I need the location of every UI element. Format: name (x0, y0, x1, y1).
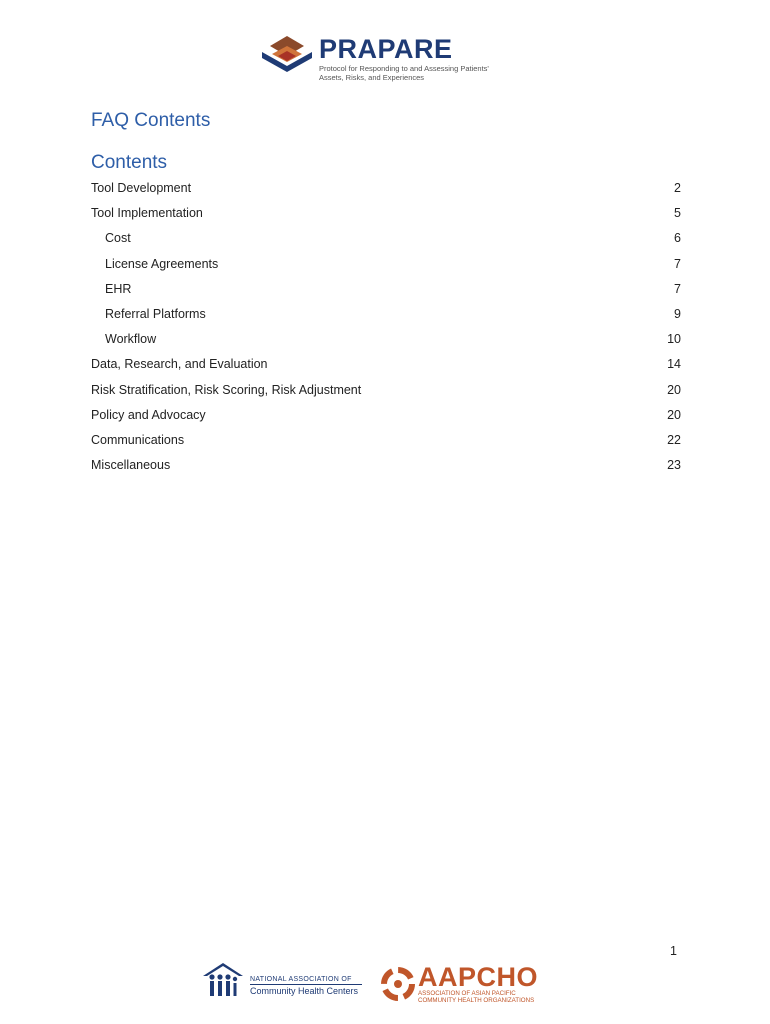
toc-page: 7 (674, 256, 681, 271)
toc-page: 5 (674, 206, 681, 221)
toc-page: 20 (667, 407, 681, 422)
toc-page: 9 (674, 306, 681, 321)
toc-entry[interactable] (91, 455, 681, 480)
aapcho-emblem-icon (380, 964, 416, 1002)
logo-tagline: Protocol for Responding to and Assessing Patients' Assets, Risks, and Experiences (319, 64, 489, 82)
toc-page: 22 (667, 432, 681, 447)
toc-title: Miscellaneous (91, 458, 171, 473)
toc-entry[interactable] (91, 254, 681, 279)
toc-title: Policy and Advocacy (91, 407, 206, 422)
toc-title: Tool Implementation (91, 206, 203, 221)
faq-title: FAQ Contents (91, 110, 211, 131)
toc-entry[interactable] (91, 203, 681, 228)
aapcho-wordmark: AAPCHO (418, 962, 539, 992)
prapare-diamond-icon (258, 34, 316, 74)
toc-entry[interactable] (91, 178, 681, 203)
toc-title: Cost (105, 231, 131, 246)
toc-entry[interactable] (91, 304, 681, 329)
toc-title: Tool Development (91, 181, 192, 195)
aapcho-name-line2: COMMUNITY HEALTH ORGANIZATIONS (418, 997, 535, 1004)
toc-page: 2 (674, 181, 681, 195)
prapare-logo (258, 28, 498, 88)
toc-title: Workflow (105, 332, 157, 347)
toc-title: Referral Platforms (105, 306, 206, 321)
toc-entry[interactable] (91, 279, 681, 304)
toc-entry[interactable] (91, 354, 681, 379)
nachc-logo (200, 958, 370, 1002)
toc-entry[interactable] (91, 380, 681, 405)
toc-title: EHR (105, 281, 132, 296)
toc-title: License Agreements (105, 256, 219, 271)
nachc-name-line1: NATIONAL ASSOCIATION OF (250, 976, 352, 983)
toc-entry[interactable] (91, 405, 681, 430)
toc-page: 6 (674, 231, 681, 246)
toc-page: 10 (667, 332, 681, 347)
toc-page: 14 (667, 357, 681, 372)
toc-title: Risk Stratification, Risk Scoring, Risk Adjustment (91, 382, 362, 397)
toc-page: 20 (667, 382, 681, 397)
aapcho-logo (380, 960, 540, 1004)
page-number: 1 (670, 944, 677, 958)
contents-heading: Contents (91, 152, 168, 173)
nachc-name-line2: Community Health Centers (250, 986, 359, 996)
toc-page: 7 (674, 281, 681, 296)
toc-title: Data, Research, and Evaluation (91, 357, 268, 372)
aapcho-name-line1: ASSOCIATION OF ASIAN PACIFIC (418, 990, 516, 997)
community-building-icon (200, 960, 246, 1000)
toc-entry[interactable] (91, 430, 681, 455)
toc-entry[interactable] (91, 329, 681, 354)
nachc-divider (250, 984, 362, 985)
toc-title: Communications (91, 432, 185, 447)
table-of-contents (91, 178, 681, 480)
toc-entry[interactable] (91, 228, 681, 253)
logo-wordmark: PRAPARE (319, 34, 453, 64)
toc-page: 23 (667, 458, 681, 473)
